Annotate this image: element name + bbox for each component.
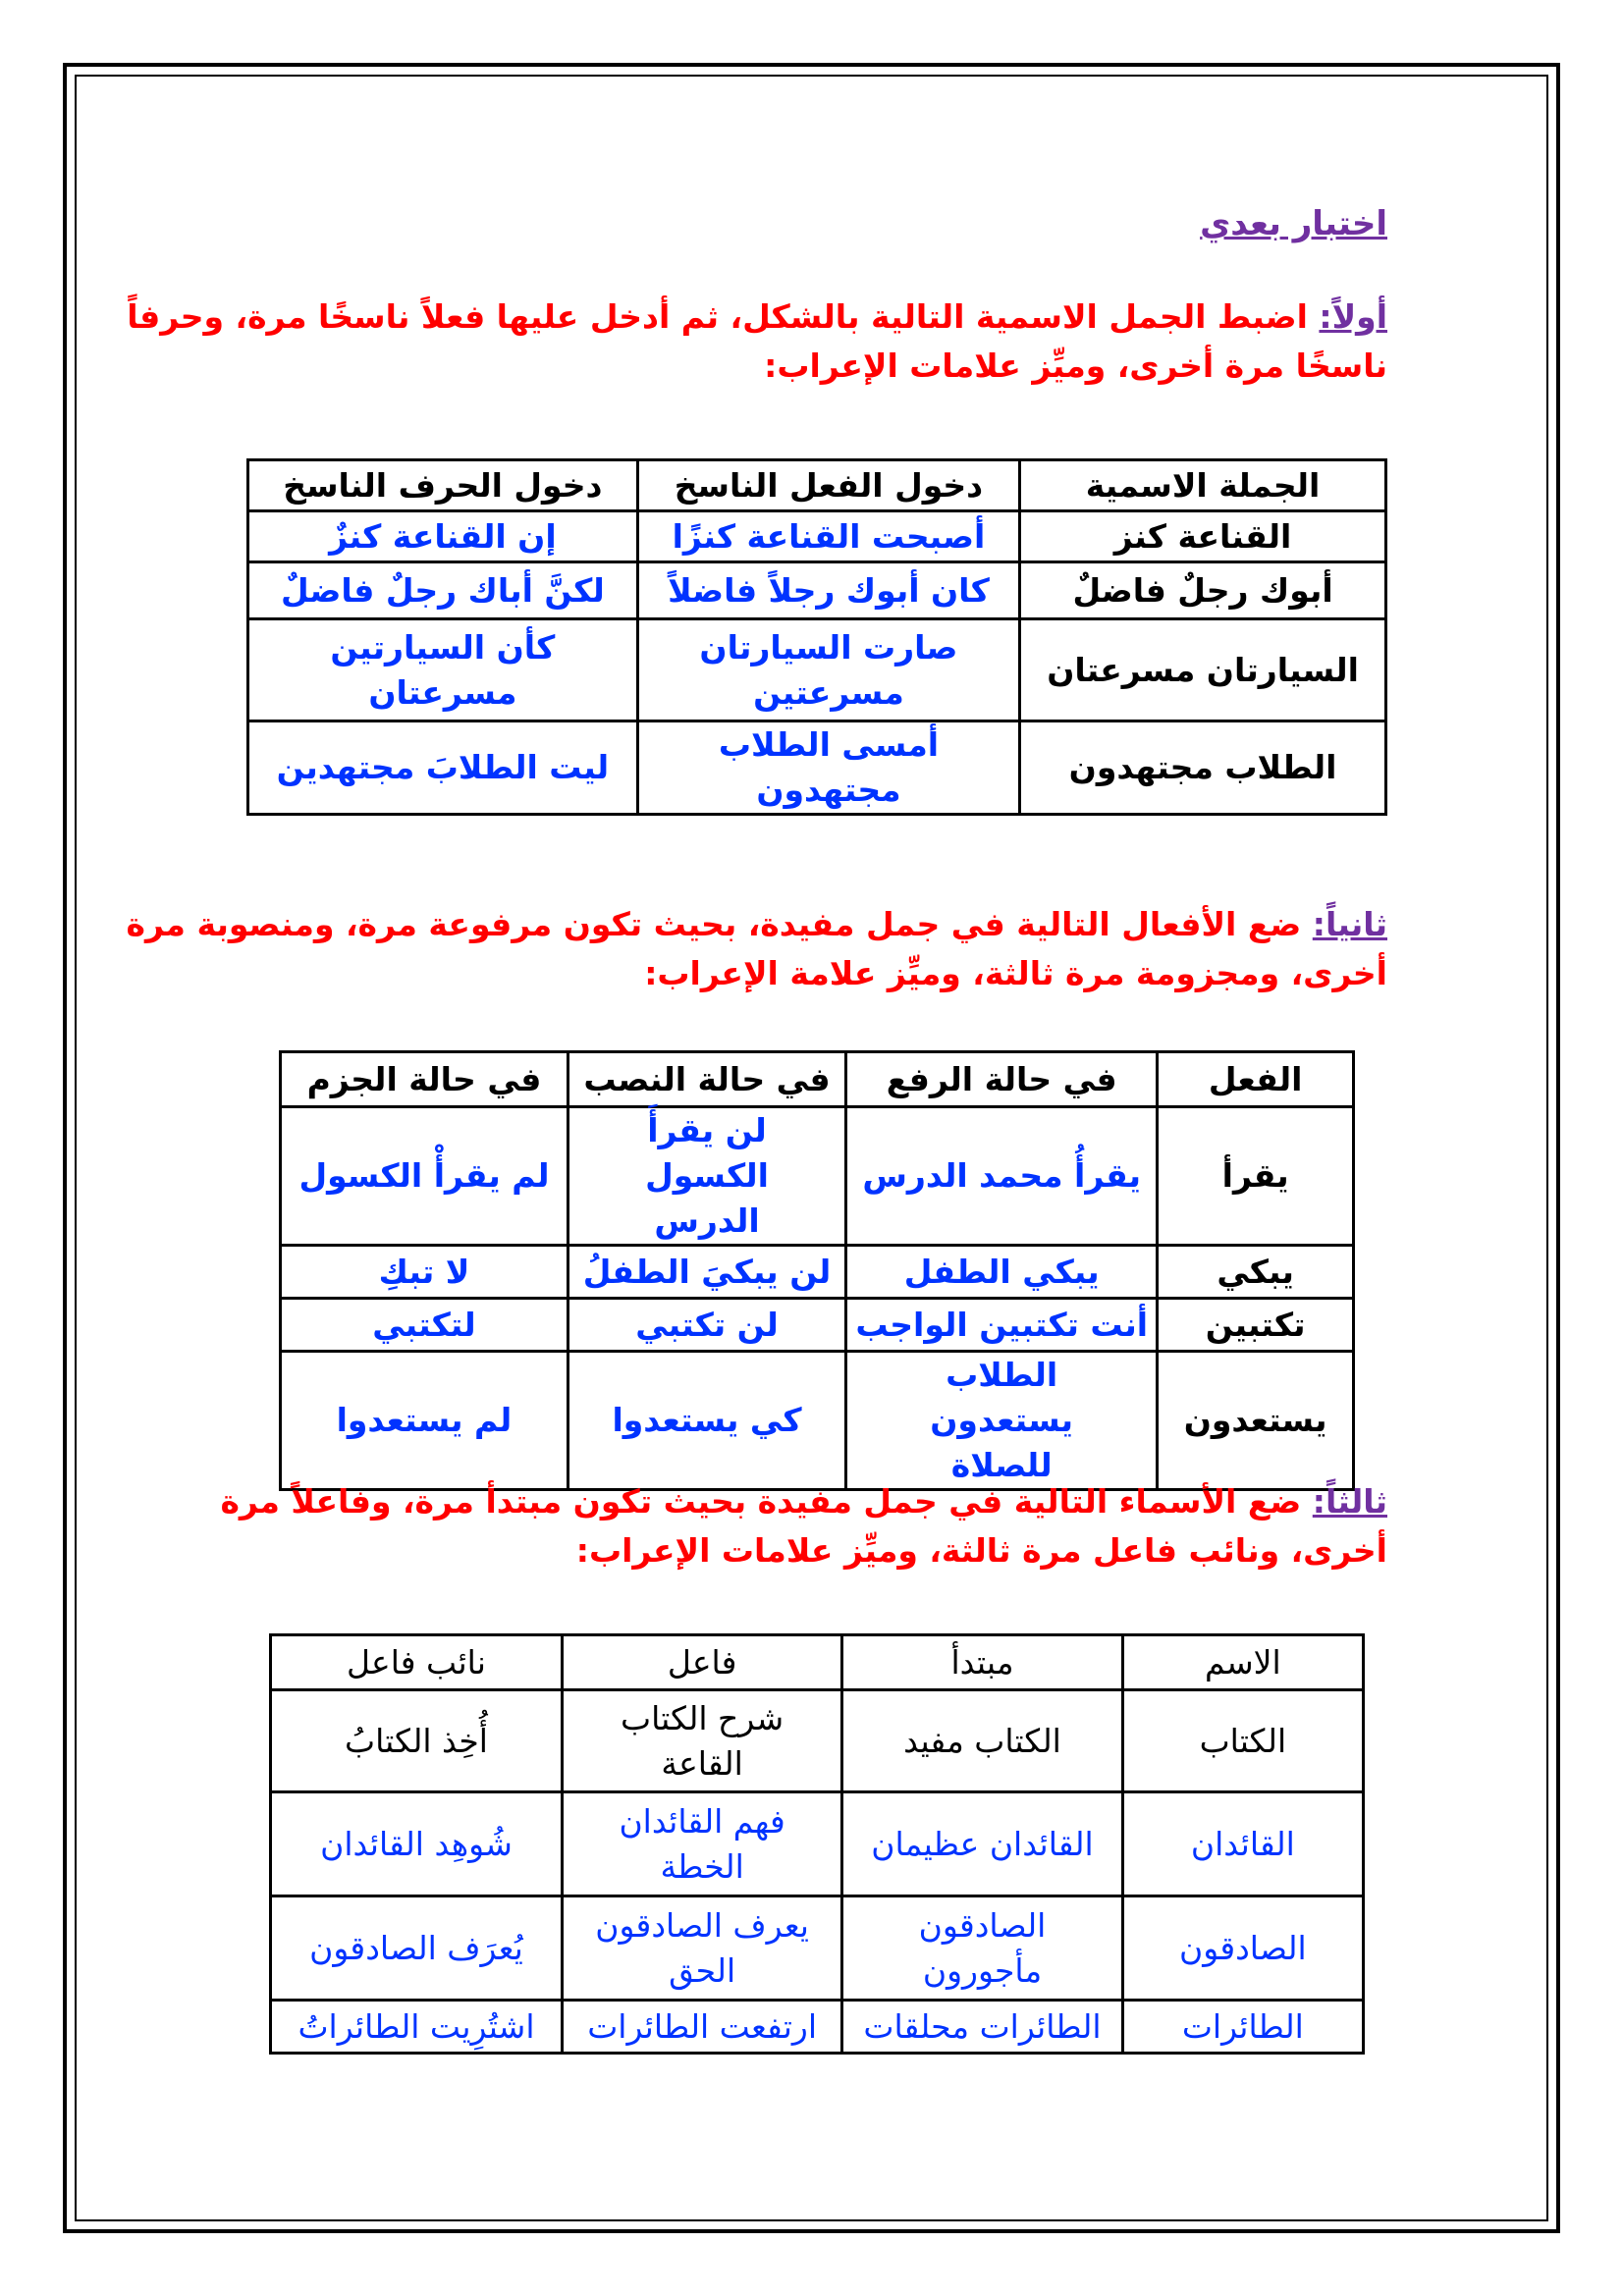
table-cell: الصادقون مأجورون bbox=[842, 1896, 1122, 2001]
section3-line2: أخرى، ونائب فاعل مرة ثالثة، وميِّز علامات الإعراب: bbox=[575, 1531, 1387, 1570]
table-row bbox=[281, 1107, 1354, 1246]
table-cell: شرح الكتاب القاعة bbox=[562, 1690, 841, 1792]
table-header: الاسم bbox=[1122, 1635, 1363, 1690]
table-cell: الطائرات محلقات bbox=[842, 2001, 1122, 2054]
table-row bbox=[281, 1352, 1354, 1490]
table-header: مبتدأ bbox=[842, 1635, 1122, 1690]
table-header: في حالة الجزم bbox=[281, 1052, 568, 1107]
table-cell: أنت تكتبين الواجب bbox=[846, 1299, 1158, 1352]
table-cell: اشتُرِيت الطائراتُ bbox=[271, 2001, 563, 2054]
table-cell: كأن السيارتين مسرعتان bbox=[248, 619, 638, 721]
table-cell: الكتاب bbox=[1122, 1690, 1363, 1792]
table-header: دخول الحرف الناسخ bbox=[248, 460, 638, 511]
table-row bbox=[248, 511, 1386, 562]
table-cell: أبوك رجلٌ فاضلٌ bbox=[1020, 562, 1386, 619]
table-cell: يقرأ bbox=[1158, 1107, 1354, 1246]
table-header-row bbox=[271, 1635, 1364, 1690]
table-cell: أُخِذ الكتابُ bbox=[271, 1690, 563, 1792]
table-cell: لتكتبي bbox=[281, 1299, 568, 1352]
table-row bbox=[281, 1299, 1354, 1352]
table-row bbox=[248, 619, 1386, 721]
table-header: فاعل bbox=[562, 1635, 841, 1690]
section3-line1: ضع الأسماء التالية في جمل مفيدة بحيث تكون مبتدأ مرة، وفاعلاً مرة bbox=[220, 1482, 1302, 1521]
table-cell: يُعرَف الصادقون bbox=[271, 1896, 563, 2001]
table-cell: الطائرات bbox=[1122, 2001, 1363, 2054]
table-cell: أمسى الطلاب مجتهدون bbox=[637, 721, 1019, 815]
table-header-row bbox=[281, 1052, 1354, 1107]
table-row bbox=[271, 1690, 1364, 1792]
section2-instructions bbox=[127, 900, 1387, 998]
table-cell: فهم القائدان الخطة bbox=[562, 1792, 841, 1896]
table-cell: لم يستعدوا bbox=[281, 1352, 568, 1490]
table-cell: القناعة كنز bbox=[1020, 511, 1386, 562]
section1-line1: اضبط الجمل الاسمية التالية بالشكل، ثم أدخل عليها فعلاً ناسخًا مرة، وحرفاً bbox=[127, 297, 1308, 336]
table-cell: ارتفعت الطائرات bbox=[562, 2001, 841, 2054]
page-title: اختبار بعدي bbox=[1200, 204, 1387, 243]
table-cell: الكتاب مفيد bbox=[842, 1690, 1122, 1792]
section2-line1: ضع الأفعال التالية في جمل مفيدة، بحيث تكون مرفوعة مرة، ومنصوبة مرة bbox=[126, 905, 1302, 943]
table-cell: يستعدون bbox=[1158, 1352, 1354, 1490]
section1-instructions bbox=[127, 293, 1387, 391]
table-row bbox=[271, 2001, 1364, 2054]
table-cell: لا تبكِ bbox=[281, 1246, 568, 1299]
table-cell: القائدان عظيمان bbox=[842, 1792, 1122, 1896]
table-cell: لن تكتبي bbox=[568, 1299, 845, 1352]
table-cell: يبكي bbox=[1158, 1246, 1354, 1299]
table-row bbox=[248, 562, 1386, 619]
table-cell: السيارتان مسرعتان bbox=[1020, 619, 1386, 721]
table-header: نائب فاعل bbox=[271, 1635, 563, 1690]
table-cell: كي يستعدوا bbox=[568, 1352, 845, 1490]
section3-label: ثالثاً: bbox=[1312, 1482, 1387, 1521]
table-cell: إن القناعة كنزٌ bbox=[248, 511, 638, 562]
table-cell: الطلاب مجتهدون bbox=[1020, 721, 1386, 815]
table-header: دخول الفعل الناسخ bbox=[637, 460, 1019, 511]
table-cell: صارت السيارتان مسرعتين bbox=[637, 619, 1019, 721]
table-cell: الطلاب يستعدون للصلاة bbox=[846, 1352, 1158, 1490]
table-cell: يعرف الصادقون الحق bbox=[562, 1896, 841, 2001]
table-row bbox=[248, 721, 1386, 815]
table-cell: يبكي الطفل bbox=[846, 1246, 1158, 1299]
table-cell: لن يقرأَ الكسول الدرس bbox=[568, 1107, 845, 1246]
table-header: الجملة الاسمية bbox=[1020, 460, 1386, 511]
section2-label: ثانياً: bbox=[1312, 905, 1387, 943]
section1-label: أولاً: bbox=[1319, 297, 1387, 336]
table-cell: لكنَّ أباك رجلٌ فاضلٌ bbox=[248, 562, 638, 619]
section3-instructions bbox=[220, 1477, 1387, 1575]
table-cell: أصبحت القناعة كنزًا bbox=[637, 511, 1019, 562]
section2-table bbox=[279, 1050, 1355, 1491]
table-cell: الصادقون bbox=[1122, 1896, 1363, 2001]
table-header-row bbox=[248, 460, 1386, 511]
table-cell: كان أبوك رجلاً فاضلاً bbox=[637, 562, 1019, 619]
section2-line2: أخرى، ومجزومة مرة ثالثة، وميِّز علامة الإعراب: bbox=[644, 954, 1387, 992]
section1-line2: ناسخًا مرة أخرى، وميِّز علامات الإعراب: bbox=[764, 347, 1387, 385]
table-cell: تكتبين bbox=[1158, 1299, 1354, 1352]
table-header: الفعل bbox=[1158, 1052, 1354, 1107]
table-row bbox=[281, 1246, 1354, 1299]
table-cell: القائدان bbox=[1122, 1792, 1363, 1896]
section1-table bbox=[246, 458, 1387, 816]
table-header: في حالة النصب bbox=[568, 1052, 845, 1107]
table-cell: لم يقرأْ الكسول bbox=[281, 1107, 568, 1246]
table-cell: لن يبكيَ الطفلُ bbox=[568, 1246, 845, 1299]
table-header: في حالة الرفع bbox=[846, 1052, 1158, 1107]
section3-table bbox=[269, 1633, 1365, 2055]
table-cell: شُوهِد القائدان bbox=[271, 1792, 563, 1896]
table-row bbox=[271, 1896, 1364, 2001]
table-cell: ليت الطلابَ مجتهدين bbox=[248, 721, 638, 815]
table-cell: يقرأُ محمد الدرس bbox=[846, 1107, 1158, 1246]
table-row bbox=[271, 1792, 1364, 1896]
